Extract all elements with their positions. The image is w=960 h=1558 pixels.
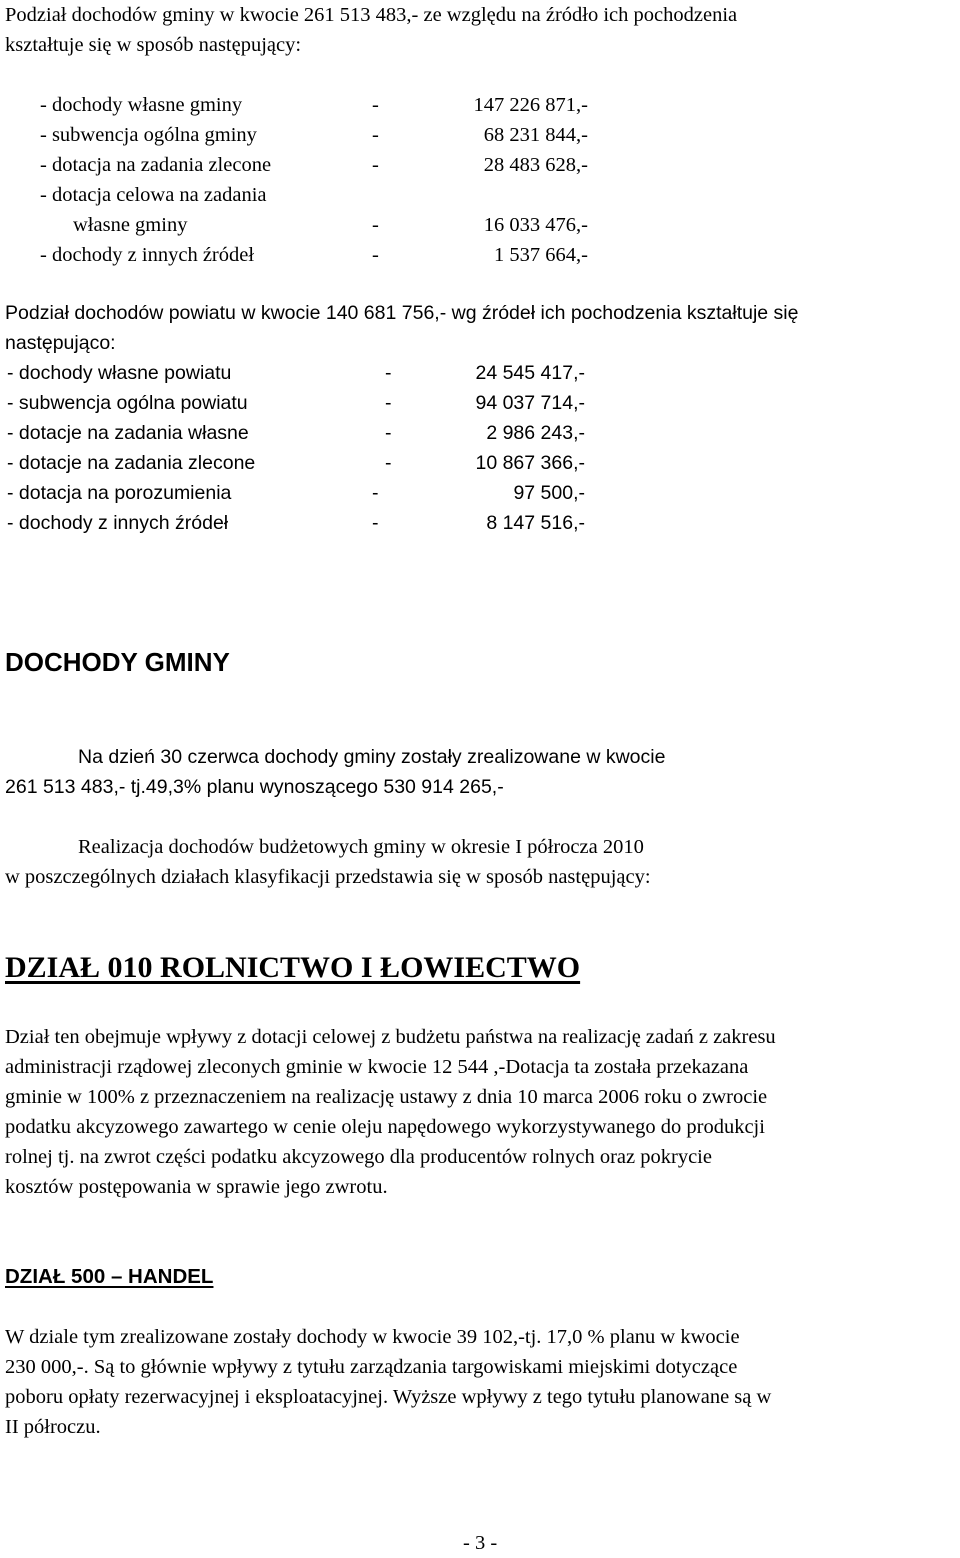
item-amount: 10 867 366,- (475, 452, 585, 474)
item-label: - dochody z innych źródeł (7, 512, 229, 534)
powiat-item (0, 508, 960, 538)
realizacja-line1: Na dzień 30 czerwca dochody gminy zostały zrealizowane w kwocie (78, 746, 666, 768)
gmina-item (0, 150, 960, 180)
item-label: - dotacja na zadania zlecone (40, 154, 272, 176)
item-amount: 97 500,- (513, 482, 585, 504)
dzial-010-line: podatku akcyzowego zawartego w cenie oleju napędowego wykorzystywanego do produkcji (5, 1116, 765, 1138)
item-label: - dotacje na zadania własne (7, 422, 249, 444)
dzial-010-line: rolnej tj. na zwrot części podatku akcyzowego dla producentów rolnych oraz pokrycie (5, 1146, 712, 1168)
dzial-500-line: W dziale tym zrealizowane zostały dochody w kwocie 39 102,-tj. 17,0 % planu w kwocie (5, 1326, 740, 1348)
powiat-item (0, 478, 960, 508)
item-label: - subwencja ogólna gminy (40, 124, 257, 146)
powiat-item (0, 388, 960, 418)
gmina-item (0, 210, 960, 240)
dzial-500-line: poboru opłaty rezerwacyjnej i eksploatacyjnej. Wyższe wpływy z tego tytułu planowane są w (5, 1386, 772, 1408)
gmina-item (0, 180, 960, 210)
item-dash: - (372, 124, 379, 146)
dzial-500-line: 230 000,-. Są to głównie wpływy z tytułu zarządzania targowiskami miejskimi dotyczące (5, 1356, 738, 1378)
dzial-010-line: administracji rządowej zleconych gminie w kwocie 12 544 ,-Dotacja ta została przekazana (5, 1056, 749, 1078)
item-dash: - (372, 154, 379, 176)
item-amount: 2 986 243,- (486, 422, 585, 444)
gmina-item (0, 120, 960, 150)
page-number: - 3 - (463, 1532, 498, 1554)
realizacja-intro-line2: w poszczególnych działach klasyfikacji przedstawia się w sposób następujący: (5, 866, 651, 888)
item-label: - dochody z innych źródeł (40, 244, 255, 266)
gmina-intro-line1: Podział dochodów gminy w kwocie 261 513 483,- ze względu na źródło ich pochodzenia (5, 4, 738, 26)
dzial-010-line: kosztów postępowania w sprawie jego zwrotu. (5, 1176, 388, 1198)
item-dash: - (385, 452, 392, 474)
item-dash: - (385, 422, 392, 444)
item-amount: 24 545 417,- (475, 362, 585, 384)
powiat-item (0, 358, 960, 388)
dzial-010-heading: DZIAŁ 010 ROLNICTWO I ŁOWIECTWO (5, 951, 581, 984)
item-label: - subwencja ogólna powiatu (7, 392, 248, 414)
item-amount: 147 226 871,- (473, 94, 588, 116)
item-dash: - (385, 392, 392, 414)
realizacja-line2: 261 513 483,- tj.49,3% planu wynoszącego 530 914 265,- (5, 776, 504, 798)
item-amount: 94 037 714,- (475, 392, 585, 414)
item-amount: 28 483 628,- (483, 154, 588, 176)
powiat-item (0, 448, 960, 478)
item-label: - dotacja celowa na zadania (40, 184, 267, 206)
powiat-intro-line2: następująco: (5, 332, 116, 354)
item-amount: 16 033 476,- (483, 214, 588, 236)
powiat-intro-line1: Podział dochodów powiatu w kwocie 140 681 756,- wg źródeł ich pochodzenia kształtuje się (5, 302, 799, 324)
item-amount: 8 147 516,- (486, 512, 585, 534)
item-label: - dochody własne gminy (40, 94, 243, 116)
powiat-item (0, 418, 960, 448)
item-amount: 68 231 844,- (483, 124, 588, 146)
gmina-item (0, 240, 960, 270)
item-dash: - (385, 362, 392, 384)
realizacja-intro-line1: Realizacja dochodów budżetowych gminy w okresie I półrocza 2010 (78, 836, 644, 858)
dzial-010-line: Dział ten obejmuje wpływy z dotacji celowej z budżetu państwa na realizację zadań z zakresu (5, 1026, 776, 1048)
dzial-500-line: II półroczu. (5, 1416, 101, 1438)
item-label: - dotacja na porozumienia (7, 482, 232, 504)
dochody-gminy-heading: DOCHODY GMINY (5, 647, 230, 677)
dzial-500-heading: DZIAŁ 500 – HANDEL (5, 1265, 214, 1288)
item-label: - dotacje na zadania zlecone (7, 452, 256, 474)
item-dash: - (372, 244, 379, 266)
item-dash: - (372, 94, 379, 116)
item-amount: 1 537 664,- (494, 244, 588, 266)
item-dash: - (372, 214, 379, 236)
item-dash: - (372, 512, 379, 534)
item-dash: - (372, 482, 379, 504)
gmina-item (0, 90, 960, 120)
item-label: - dochody własne powiatu (7, 362, 232, 384)
dzial-010-line: gminie w 100% z przeznaczeniem na realizację ustawy z dnia 10 marca 2006 roku o zwrocie (5, 1086, 768, 1108)
gmina-intro-line2: kształtuje się w sposób następujący: (5, 34, 302, 56)
item-label: własne gminy (73, 214, 188, 236)
